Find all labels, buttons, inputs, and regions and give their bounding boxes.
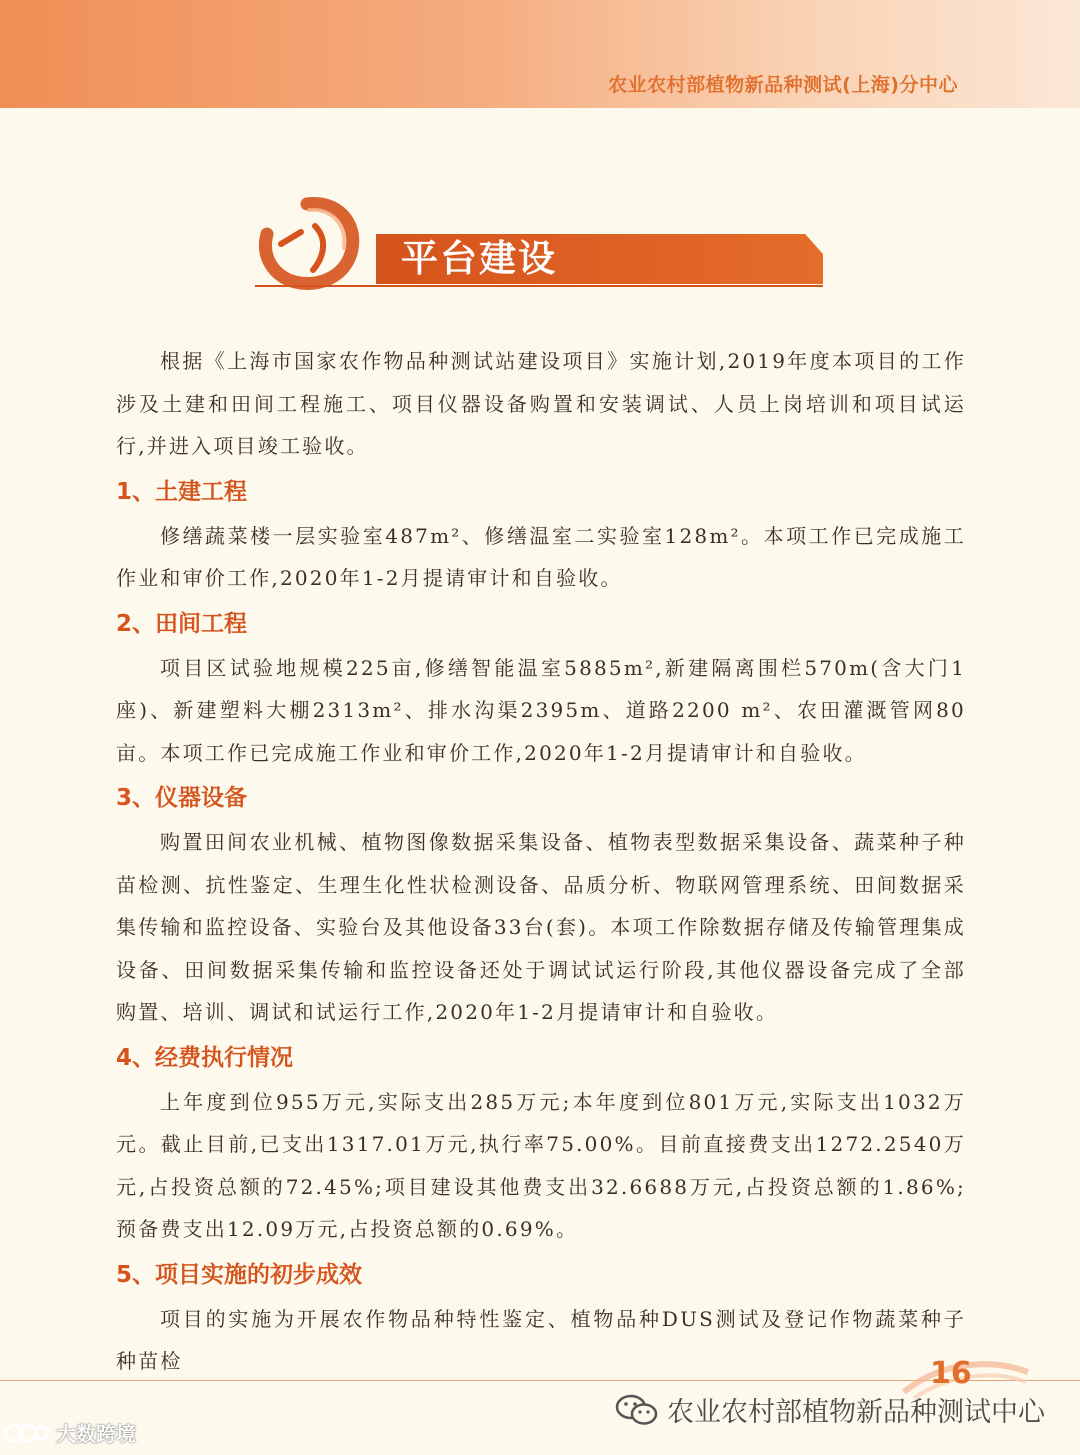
title-underline bbox=[255, 285, 823, 287]
watermark-left-text: 大数跨境 bbox=[56, 1422, 136, 1446]
brush-circle-icon bbox=[255, 192, 361, 292]
heading-results: 5、项目实施的初步成效 bbox=[116, 1261, 363, 1288]
dashuju-logo-icon bbox=[4, 1420, 50, 1446]
heading-funding: 4、经费执行情况 bbox=[116, 1044, 294, 1071]
section-title-block bbox=[255, 192, 825, 288]
intro-paragraph: 根据《上海市国家农作物品种测试站建设项目》实施计划,2019年度本项目的工作涉及土建和田间工程施工、项目仪器设备购置和安装调试、人员上岗培训和项目试运行,并进入项目竣工验收。 bbox=[116, 349, 966, 458]
paragraph-funding: 上年度到位955万元,实际支出285万元;本年度到位801万元,实际支出1032万元。截止目前,已支出1317.01万元,执行率75.00%。目前直接费支出1272.2540万元,占投资总额的72.45%;项目建设其他费支出32.6688万元,占投资总额的1.86%;预备费支出12.09万元,占投资总额的0.69%。 bbox=[116, 1089, 966, 1241]
paragraph-equipment: 购置田间农业机械、植物图像数据采集设备、植物表型数据采集设备、蔬菜种子种苗检测、抗性鉴定、生理生化性状检测设备、品质分析、物联网管理系统、田间数据采集传输和监控设备、实验台及其他设备33台(套)。本项工作除数据存储及传输管理集成设备、田间数据采集传输和监控设备还处于调试试运行阶段,其他仪器设备完成了全部购置、培训、调试和试运行工作,2020年1-2月提请审计和自验收。 bbox=[116, 830, 966, 1024]
watermark-wechat bbox=[615, 1390, 1045, 1429]
watermark-right-text: 农业农村部植物新品种测试中心 bbox=[667, 1397, 1045, 1428]
section-title: 平台建设 bbox=[401, 237, 557, 280]
header-org-title: 农业农村部植物新品种测试(上海)分中心 bbox=[608, 74, 958, 96]
watermark-brand bbox=[4, 1418, 136, 1447]
heading-field-works: 2、田间工程 bbox=[116, 610, 248, 637]
wechat-icon bbox=[615, 1393, 659, 1427]
page-number: 16 bbox=[930, 1356, 972, 1391]
heading-civil-works: 1、土建工程 bbox=[116, 478, 248, 505]
paragraph-civil-works: 修缮蔬菜楼一层实验室487m²、修缮温室二实验室128m²。本项工作已完成施工作业和审价工作,2020年1-2月提请审计和自验收。 bbox=[116, 523, 966, 590]
header-bar bbox=[0, 0, 1080, 108]
article-body bbox=[116, 340, 966, 1383]
paragraph-field-works: 项目区试验地规模225亩,修缮智能温室5885m²,新建隔离围栏570m(含大门1座)、新建塑料大棚2313m²、排水沟渠2395m、道路2200 m²、农田灌溉管网80亩。本项工作已完成施工作业和审价工作,2020年1-2月提请审计和自验收。 bbox=[116, 655, 966, 765]
heading-equipment: 3、仪器设备 bbox=[116, 785, 248, 811]
paragraph-results: 项目的实施为开展农作物品种特性鉴定、植物品种DUS测试及登记作物蔬菜种子种苗检 bbox=[116, 1306, 966, 1373]
